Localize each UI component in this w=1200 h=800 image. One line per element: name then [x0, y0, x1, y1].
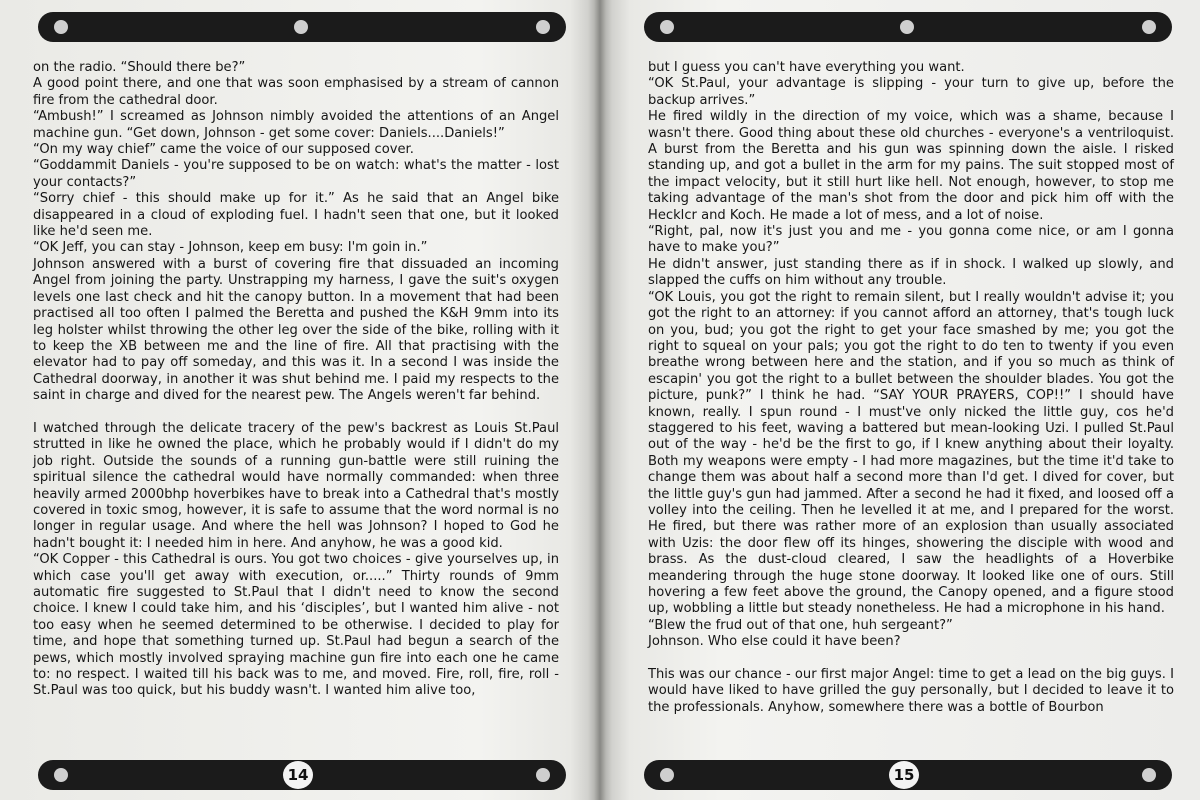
paragraph: “OK Louis, you got the right to remain silent, but I really wouldn't advise it; you got the right to an attorney: if you cannot afford an attorney, that's tough luck on you, bud; you got the right to get your face smashed by me; you got the right to squeal on your pals; you got the right to do ten to twenty if you even breathe wrong between here and the station, and if you so much as think of escapin' you got the right to a bullet between the shoulder blades. You got the picture, punk?” I think he had. “SAY YOUR PRAYERS, COP!!” I should have known, really. I spun round - I must've only nicked the little guy, cos he'd staggered to his feet, waving a battered but mean-looking Uzi. I pulled St.Paul out of the way - he'd be the first to go, if I knew anything about their loyalty. Both my weapons were empty - I had more magazines, but the time it'd take to change them was about half a second more than I'd get. I dived for cover, but the little guy's gun had jammed. After a second he had it fixed, and loosed off a volley into the ceiling. Then he levelled it at me, and I prepared for the worst. He fired, but there was rather more of an explosion than usually associated with Uzis: the door flew off its hinges, showering the disciple with wood and brass. As the dust-cloud cleared, I saw the headlights of a Hoverbike meandering through the huge stone doorway. It looked like one of ours. Still hovering a few feet above the ground, the Canopy opened, and a figure stood up, wobbling a little but steady nonetheless. He had a microphone in his hand. [648, 289, 1174, 617]
band-dot [294, 20, 308, 34]
band-dot [536, 768, 550, 782]
paragraph: “On my way chief” came the voice of our supposed cover. [33, 142, 414, 158]
footer-band [644, 760, 1172, 790]
band-dot [660, 768, 674, 782]
band-dot [536, 20, 550, 34]
paragraph: Johnson. Who else could it have been? [648, 634, 901, 650]
page-number: 15 [889, 761, 919, 789]
paragraph: Johnson answered with a burst of covering fire that dissuaded an incoming Angel from joining the party. Unstrapping my harness, I gave the suit's oxygen levels one last check and hit the canopy button. In a movement that had been practised all too often I palmed the Beretta and pushed the K&H 9mm into its leg holster whilst throwing the other leg over the side of the bike, rolling with it to keep the XB between me and the line of fire. All that practising with the elevator had to pay off someday, and this was it. In a second I was inside the Cathedral doorway, in another it was shut behind me. I paid my respects to the saint in charge and dived for the nearest pew. The Angels weren't far behind. [33, 256, 559, 404]
footer-band [38, 760, 566, 790]
page-number: 14 [283, 761, 313, 789]
band-dot [660, 20, 674, 34]
page-body [648, 60, 1174, 716]
band-dot [900, 20, 914, 34]
paragraph: He didn't answer, just standing there as if in shock. I walked up slowly, and slapped the cuffs on him without any trouble. [648, 256, 1174, 289]
band-dot [1142, 768, 1156, 782]
paragraph: but I guess you can't have everything you want. [648, 60, 965, 75]
paragraph: A good point there, and one that was soon emphasised by a stream of cannon fire from the cathedral door. [33, 76, 559, 108]
paragraph: “Goddammit Daniels - you're supposed to be on watch: what's the matter - lost your contacts?” [33, 158, 559, 190]
right-page [610, 0, 1200, 800]
paragraph: “Right, pal, now it's just you and me - you gonna come nice, or am I gonna have to make you?” [648, 224, 1174, 256]
paragraph: “Sorry chief - this should make up for it.” As he said that an Angel bike disappeared in a cloud of exploding fuel. I hadn't seen that one, but it looked like he'd seen me. [33, 191, 559, 240]
paragraph: “OK Jeff, you can stay - Johnson, keep em busy: I'm goin in.” [33, 240, 428, 256]
paragraph: I watched through the delicate tracery of the pew's backrest as Louis St.Paul strutted in like he owned the place, which he probably would if I didn't do my job right. Outside the sounds of a running gun-battle were still ruining the spiritual silence the cathedral would have normally commanded: when three heavily armed 2000bhp hoverbikes have to break into a Cathedral that's mostly covered in toxic smog, however, it is safe to assume that the word normal is no longer in regular usage. And where the hell was Johnson? I hoped to God he hadn't bought it: I needed him in here. And anyhow, he was a good kid. [33, 420, 559, 551]
page-body [33, 60, 559, 700]
header-band [644, 12, 1172, 42]
paragraph: “Ambush!” I screamed as Johnson nimbly avoided the attentions of an Angel machine gun. “Get down, Johnson - get some cover: Daniels....Daniels!” [33, 109, 559, 141]
paragraph: “OK St.Paul, your advantage is slipping - your turn to give up, before the backup arrives.” [648, 76, 1174, 108]
band-dot [1142, 20, 1156, 34]
band-dot [54, 768, 68, 782]
left-page [0, 0, 590, 800]
paragraph: This was our chance - our first major Angel: time to get a lead on the big guys. I would have liked to have grilled the guy personally, but I decided to leave it to the professionals. Anyhow, somewhere there was a bottle of Bourbon [648, 667, 1174, 715]
paragraph: “Blew the frud out of that one, huh sergeant?” [648, 617, 953, 633]
paragraph: “OK Copper - this Cathedral is ours. You got two choices - give yourselves up, in which case you'll get away with execution, or.....” Thirty rounds of 9mm automatic fire suggested to St.Paul that I didn't need to know the second choice. I knew I could take him, and his ‘disciples’, but I wanted him alive - not too easy when he seemed determined to be otherwise. I decided to play for time, and hope that something turned up. St.Paul had begun a search of the pews, which mostly involved spraying machine gun fire into each one he came to: no respect. I waited till his back was to me, and moved. Fire, roll, fire, roll - St.Paul was too quick, but his buddy wasn't. I wanted him alive too, [33, 552, 559, 699]
paragraph: on the radio. “Should there be?” [33, 60, 246, 75]
paragraph: He fired wildly in the direction of my voice, which was a shame, because I wasn't there. Good thing about these old churches - everyone's a ventriloquist. A burst from the Beretta and his gun was spinning down the aisle. I risked standing up, and got a bullet in the arm for my pains. The suit stopped most of the impact velocity, but it still hurt like hell. Not enough, however, to stop me taking advantage of the man's shot from the door and pick him off with the Hecklcr and Koch. He made a lot of mess, and a lot of noise. [648, 109, 1174, 223]
band-dot [54, 20, 68, 34]
header-band [38, 12, 566, 42]
